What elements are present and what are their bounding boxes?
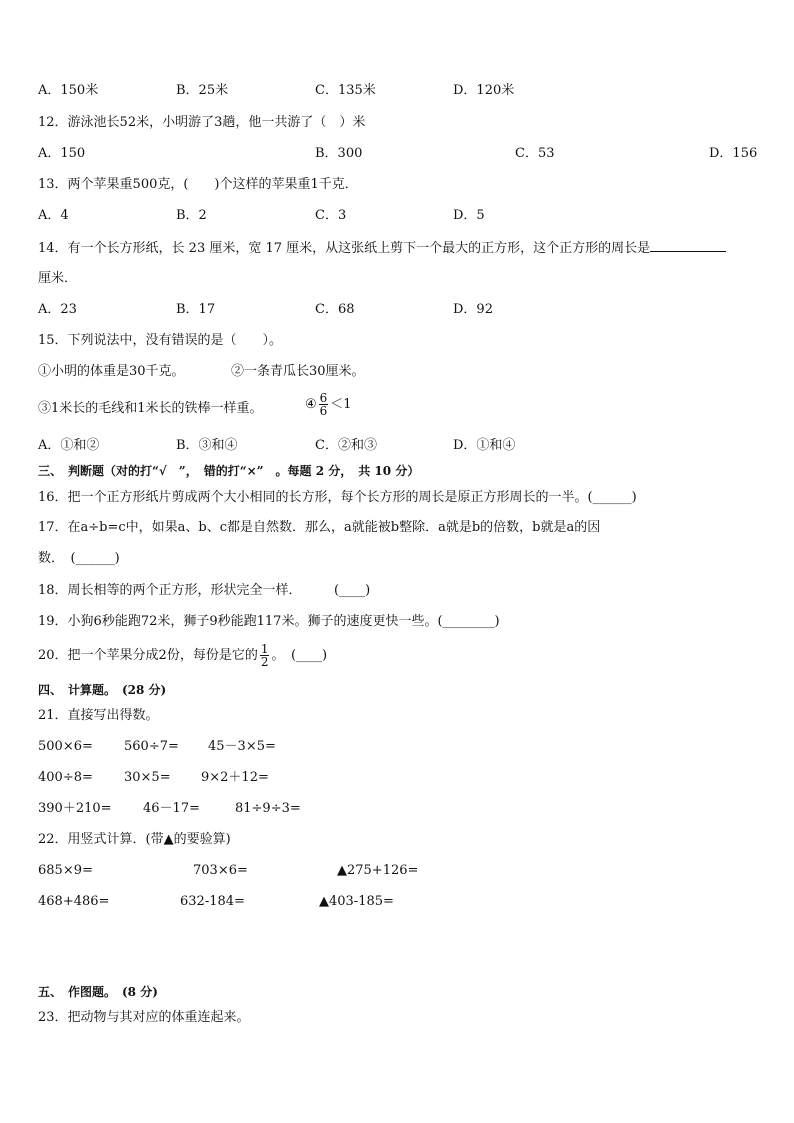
q15-option-c[interactable]: C．②和③ bbox=[315, 438, 377, 453]
q20-fraction-num: 1 bbox=[260, 642, 269, 656]
q22-text: 22．用竖式计算．(带▲的要验算) bbox=[38, 832, 231, 847]
q22-item: 632-184= bbox=[180, 894, 245, 909]
section4-title: 四、 计算题。 (28 分) bbox=[38, 683, 167, 697]
q15-statement-1: ①小明的体重是30千克。 bbox=[38, 364, 185, 379]
q18-text: 18．周长相等的两个正方形，形状完全一样． (____) bbox=[38, 583, 371, 598]
q22-item: 685×9= bbox=[38, 863, 93, 878]
q21-item: 81÷9÷3= bbox=[235, 801, 301, 816]
q12-text: 12．游泳池长52米，小明游了3趟，他一共游了（ ）米 bbox=[38, 115, 366, 130]
q15-statement-4 bbox=[305, 392, 352, 418]
q11-option-a[interactable]: A．150米 bbox=[38, 83, 99, 98]
q16-text: 16．把一个正方形纸片剪成两个大小相同的长方形，每个长方形的周长是原正方形周长的一半。(______) bbox=[38, 490, 637, 505]
q22-item: ▲403-185= bbox=[319, 894, 394, 909]
q15-fraction-num: 6 bbox=[319, 391, 328, 405]
q19-text: 19．小狗6秒能跑72米，狮子9秒能跑117米。狮子的速度更快一些。(________) bbox=[38, 614, 500, 629]
q15-fraction-den: 6 bbox=[319, 404, 328, 418]
q15-option-b[interactable]: B．③和④ bbox=[176, 438, 238, 453]
q17-text: 17．在a÷b=c中，如果a、b、c都是自然数．那么，a就能被b整除．a就是b的倍数，b就是a的因 bbox=[38, 520, 601, 535]
q11-option-d[interactable]: D．120米 bbox=[453, 83, 515, 98]
q14-option-c[interactable]: C．68 bbox=[315, 302, 355, 317]
q13-option-a[interactable]: A．4 bbox=[38, 208, 69, 223]
q11-option-b[interactable]: B．25米 bbox=[176, 83, 229, 98]
q14-text bbox=[38, 239, 726, 258]
q13-option-c[interactable]: C．3 bbox=[315, 208, 347, 223]
q21-item: 30×5= bbox=[124, 770, 171, 785]
q14-answer-blank[interactable] bbox=[650, 239, 726, 252]
q21-item: 500×6= bbox=[38, 739, 93, 754]
q12-option-d[interactable]: D．156 bbox=[709, 146, 758, 161]
q14-option-b[interactable]: B．17 bbox=[176, 302, 216, 317]
q15-statement-2: ②一条青瓜长30厘米。 bbox=[231, 364, 365, 379]
q23-text: 23．把动物与其对应的体重连起来。 bbox=[38, 1010, 250, 1025]
q13-text: 13．两个苹果重500克，( )个这样的苹果重1千克． bbox=[38, 177, 358, 192]
q14-text-cont: 厘米． bbox=[38, 271, 78, 286]
q15-text: 15．下列说法中，没有错误的是（ ）。 bbox=[38, 333, 283, 348]
q17-text-cont: 数． (______) bbox=[38, 551, 120, 566]
section3-title: 三、 判断题（对的打“√ ”， 错的打“×” 。每题 2 分， 共 10 分） bbox=[38, 464, 420, 478]
q20-text bbox=[38, 641, 327, 671]
section5-title: 五、 作图题。 (8 分) bbox=[38, 985, 158, 999]
q20-suffix: 。 (____) bbox=[271, 648, 328, 663]
q21-text: 21．直接写出得数。 bbox=[38, 708, 159, 723]
q15-statement-4-suffix: ＜1 bbox=[330, 397, 352, 412]
q11-option-c[interactable]: C．135米 bbox=[315, 83, 376, 98]
q13-option-d[interactable]: D．5 bbox=[453, 208, 485, 223]
q20-fraction-den: 2 bbox=[260, 655, 269, 669]
q14-text-main: 14．有一个长方形纸，长 23 厘米，宽 17 厘米，从这张纸上剪下一个最大的正方形，这个正方形的周长是 bbox=[38, 241, 651, 256]
q14-option-a[interactable]: A．23 bbox=[38, 302, 77, 317]
q12-option-a[interactable]: A．150 bbox=[38, 146, 86, 161]
q21-item: 390＋210= bbox=[38, 801, 112, 816]
q21-item: 45－3×5= bbox=[208, 739, 276, 754]
q12-option-c[interactable]: C．53 bbox=[515, 146, 555, 161]
q21-item: 560÷7= bbox=[124, 739, 179, 754]
q13-option-b[interactable]: B．2 bbox=[176, 208, 207, 223]
q21-item: 9×2＋12= bbox=[201, 770, 269, 785]
q20-fraction bbox=[260, 643, 270, 668]
q15-fraction bbox=[319, 392, 329, 417]
q15-statement-3: ③1米长的毛线和1米长的铁棒一样重。 bbox=[38, 401, 263, 416]
q15-option-a[interactable]: A．①和② bbox=[38, 438, 100, 453]
q22-item: 468+486= bbox=[38, 894, 110, 909]
q12-option-b[interactable]: B．300 bbox=[315, 146, 363, 161]
q22-item: 703×6= bbox=[193, 863, 248, 878]
q15-option-d[interactable]: D．①和④ bbox=[453, 438, 516, 453]
q21-item: 46－17= bbox=[143, 801, 200, 816]
q14-option-d[interactable]: D．92 bbox=[453, 302, 493, 317]
q21-item: 400÷8= bbox=[38, 770, 93, 785]
q20-prefix: 20．把一个苹果分成2份，每份是它的 bbox=[38, 648, 258, 663]
q15-statement-4-prefix: ④ bbox=[305, 397, 317, 412]
q22-item: ▲275+126= bbox=[337, 863, 419, 878]
